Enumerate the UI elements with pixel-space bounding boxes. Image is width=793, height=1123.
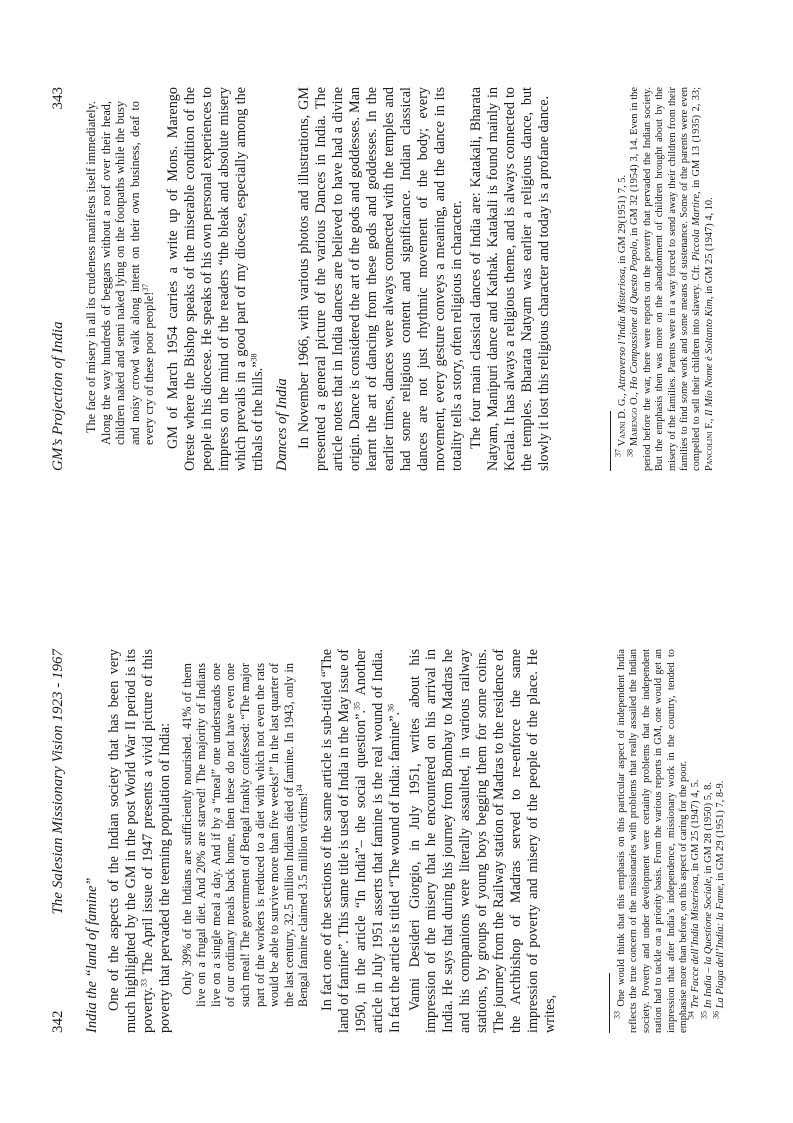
right-page-number: 343 bbox=[50, 87, 66, 110]
left-footnotes bbox=[609, 649, 728, 1033]
footnote-ref-37: 37 bbox=[141, 283, 151, 292]
footnote-ref-36: 36 bbox=[385, 703, 395, 712]
paragraph-marengo: GM of March 1954 carries a write up of Mons. Marengo Oreste where the Bishop speaks of the miserable condition of the people in his diocese. He speaks of his own personal experiences to impress on the mind of the readers “the bleak and absolute misery which prevails in a good part of my diocese, especially among the tribals of the hills.”$^{38}$ bbox=[164, 87, 266, 471]
section-heading-dances: Dances of India bbox=[274, 378, 291, 471]
footnote-rule bbox=[610, 411, 611, 471]
footnote-ref-35: 35 bbox=[352, 702, 362, 710]
paragraph-dances-general: In November 1966, with various photos and illustrations, GM presented a general picture of the various Dances in India. The article notes that in India dances are believed to have had a divine origin. Dance is considered the art of the gods and goddesses. Man learnt the art of dancing from these gods and goddesses. In the earlier times, dances were always connected with the temples and had some religious content and significance. Indian classical dances are not just rhythmic movement of the body; every movement, every gesture conveys a meaning, and the dance in its totality tells a story, often religious in character. bbox=[296, 87, 465, 471]
paragraph-vanni-desideri: Vanni Desideri Giorgio, in July 1951, writes about his impression of the misery that he encountered on his arrival in India. He says that during his journey from Bombay to Madras he and his companions were literally assaulted, in various railway stations, by groups of young boys begging them for some coins. The journey from the Railway station of Madras to the residence of the Archbishop of Madras served to re-enforce the same impression of poverty and misery of the people of the place. He writes, bbox=[406, 649, 558, 1033]
left-running-title: The Salesian Missionary Vision 1923 - 1967 bbox=[50, 649, 66, 915]
section-heading-famine: India the “land of famine” bbox=[84, 877, 100, 1033]
left-page-number: 342 bbox=[50, 1010, 66, 1033]
footnote-ref-34: 34 bbox=[295, 784, 305, 793]
block-quote-famine: Only 39% of the Indians are sufficiently nourished. 41% of them live on a frugal diet. And 20% are starved! The majority of Indians live on a single meal a day. And if by a “meal” one understands one of our ordinary meals back home, then these do not have even one such meal! The government of Bengal frankly confessed: “The major part of the workers is reduced to a diet with which not even the rats would be able to survive more than five weeks!” In the last quarter of the last century, 32.5 million Indians died of famine. In 1943, only in Bengal famine claimed 3.5 million victims!$^{34}$ bbox=[179, 663, 311, 1007]
footnote-ref-38: 38 bbox=[248, 353, 258, 362]
paragraph-poverty: One of the aspects of the Indian society that has been very much highlighted by the GM in the post World War II period is its poverty.$^{33}$ The April issue of 1947 presents a vivid picture of this poverty that pervaded the teeming population of India: bbox=[106, 649, 173, 1033]
right-footnotes bbox=[610, 87, 716, 471]
paragraph-land-of-famine: In fact one of the sections of the same article is sub-titled “The land of famine”. This same title is used of India in the May issue of 1950, in the article “In India”– the social question”.$^{35}$ Another article in July 1951 asserts that famine is the real wound of India. In fact the article is titled “The wound of India: famine”.$^{36}$ bbox=[318, 649, 403, 1033]
left-page bbox=[0, 562, 793, 1123]
footnote-38: $^{38}$ Marengo O., Ho Compassione di Questo Popolo, in GM 32 (1954) 3, 14. Even in the period before the war, there were reports on the poverty that pervaded the Indian society. But the emphasis then was more on the abandonment of children brought about by the misery of the families. Parents were in a way forced to send away their children from their families to find some work and some means of sustenance. Some of the parents were even compelled to sell their children into slavery. Cfr. Piccola Martire, in GM 13 (1935) 2, 33; Pancolini F., Il Mio Nome è Soltanto Kim, in GM 25 (1947) 4, 10. bbox=[625, 86, 715, 471]
right-page bbox=[0, 0, 793, 561]
right-main-text bbox=[84, 87, 553, 471]
footnote-rule bbox=[609, 973, 610, 1033]
footnote-34: $^{34}$ Tre Facce dell’India Misteriosa, in GM 25 (1947) 4, 5. bbox=[686, 779, 702, 1019]
paragraph-classical-dances: The four main classical dances of India are: Katakali, Bharata Natyam, Manipuri dance and Kathak. Katakali is found mainly in Kerala. It has always a religious theme, and is always connected to the temples. Bharata Natyam was earlier a religious dance, but slowly it lost this religious character and today is a profane dance. bbox=[468, 87, 553, 471]
footnote-36: $^{36}$ La Piaga dell’India: la Fame, in GM 29 (1951) 7, 8-9. bbox=[711, 780, 727, 1019]
left-main-text bbox=[84, 649, 559, 1033]
footnote-35: $^{35}$ In India – la Questione Sociale, in GM 28 (1950) 5, 8. bbox=[699, 782, 714, 1019]
block-quote-misery: The face of misery in all its crudeness manifests itself immediately. Along the way hundreds of beggars without a roof over their head, children naked and semi naked lying on the footpaths while the busy and noisy crowd walk along intent on their own business, deaf to every cry of these poor people!$^{37}$ bbox=[84, 101, 157, 445]
right-running-title: GM’s Projection of India bbox=[50, 321, 66, 471]
footnote-33: $^{33}$ One would think that this emphasis on this particular aspect of independent India reflects the true concern of the missionaries with problems that really assailed the Indian society. Poverty and under development were certainly problems that the independent nation had to tackle on a priority basis. From the various reports in GM, one would get an impression that after India’s independence, missionary work in the country, tended to emphasise more than before, on this aspect of caring for the poor. bbox=[612, 649, 690, 1033]
footnote-ref-33: 33 bbox=[139, 979, 149, 988]
footnote-37: $^{37}$ Vanni D. G., Attraverso l’India Misteriosa, in GM 29(1951) 7, 5. bbox=[613, 174, 628, 457]
